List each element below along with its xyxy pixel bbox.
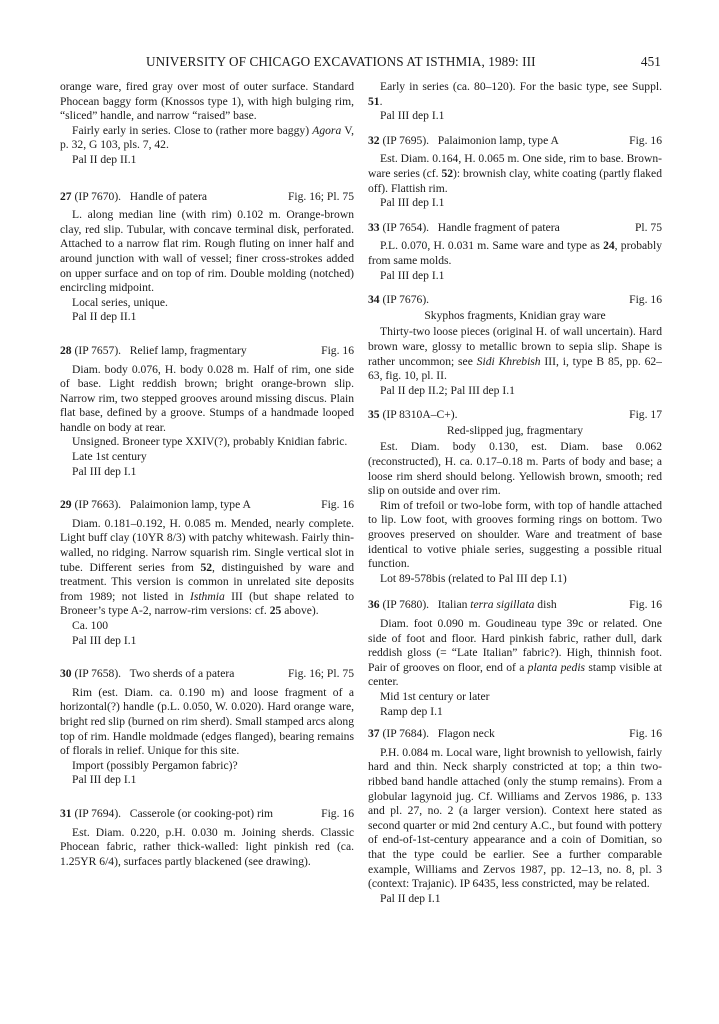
left-column: [60, 80, 354, 869]
entry-description: Diam. 0.181–0.192, H. 0.085 m. Mended, nearly complete. Light buff clay (10YR 8/3) with patchy whitewash. Fairly thin-walled, no ridging. Narrow squarish rim. Single vertical slot in tube. Different series from 52, distinguished by ware and treatment. This version is common in unrelated site deposits from 1989; not listed in Isthmia III (but shape related to Broneer’s type A-2, narrow-rim versions: cf. 25 above).: [60, 516, 354, 618]
page-number: 451: [640, 54, 661, 69]
running-header: [60, 54, 661, 72]
date-label: Mid 1st century or later: [380, 689, 490, 703]
entry-title: (IP 7695). Palaimonion lamp, type A: [382, 133, 559, 147]
entry-heading: [368, 408, 662, 423]
catalog-entry-33: [368, 221, 662, 283]
right-column: [368, 80, 662, 906]
entry-number: 32: [368, 133, 380, 147]
entry-comment: Early in series (ca. 80–120). For the basic type, see Suppl. 51.: [368, 80, 662, 108]
entry-title: (IP 7684). Flagon neck: [382, 727, 495, 741]
entry-number: 34: [368, 293, 380, 307]
deposit-label: Pal II dep II.1: [72, 152, 137, 166]
figure-reference: Fig. 16: [321, 498, 354, 512]
entry-number: 27: [60, 189, 72, 203]
entry-description: Diam. body 0.076, H. body 0.028 m. Half of rim, one side of base. Light reddish brown; bright orange-brown slip. Narrow rim, two stepped grooves around missing discus. Plain flat base, defined by a groove. Stumps of a handmade looped handle on body at rear.: [60, 362, 354, 434]
catalog-entry-37: [368, 727, 662, 906]
entry-title: (IP 7654). Handle fragment of patera: [382, 220, 560, 234]
entry-number: 35: [368, 408, 380, 422]
entry-heading: [60, 344, 354, 359]
entry-heading: [368, 598, 662, 613]
deposit-label: Lot 89-578bis (related to Pal III dep I.1): [380, 571, 567, 585]
entry-number: 30: [60, 667, 72, 681]
catalog-entry-29: [60, 498, 354, 648]
figure-reference: Fig. 16; Pl. 75: [287, 667, 354, 681]
entry-heading: [60, 190, 354, 205]
entry-heading: [368, 727, 662, 742]
deposit-label: Pal II dep I.1: [380, 891, 441, 905]
date-label: Late 1st century: [72, 450, 147, 464]
entry-heading: [60, 667, 354, 682]
entry-title: (IP 8310A–C+).: [382, 408, 458, 422]
deposit-label: Pal III dep I.1: [380, 109, 445, 123]
entry-heading: [60, 807, 354, 822]
catalog-entry-31: [60, 807, 354, 869]
entry-description: P.H. 0.084 m. Local ware, light brownish to yellowish, fairly hard and thin. Neck sharply constricted at top; a thin two-ribbed band handle attached (only the stump remains). From a globular lagynoid jug. Cf. Williams and Zervos 1986, p. 133 and pl. 27, no. 2 (a larger version). Context here stated as second quarter or mid 2nd century A.C., but found with pottery of end-of-1st-century appearance and a coin of Domitian, so that the type could be earlier. See a further comparable example, Williams and Zervos 1987, pp. 12–13, no. 8, pl. 3 (context: Trajanic). IP 6435, less constricted, may be related.: [368, 745, 662, 891]
entry-description: P.L. 0.070, H. 0.031 m. Same ware and type as 24, probably from same molds.: [368, 239, 662, 267]
entry-title: (IP 7680). Italian terra sigillata dish: [382, 598, 557, 612]
entry-comment: Import (possibly Pergamon fabric)?: [72, 758, 238, 772]
entry-description: Est. Diam. body 0.130, est. Diam. base 0.062 (reconstructed), H. ca. 0.17–0.18 m. Parts of body and base; a loose rim sherd should belong. Yellowish brown, smooth; red slip on outside and over rim.: [368, 440, 662, 498]
catalog-entry-27: [60, 190, 354, 325]
entry-description: Diam. foot 0.090 m. Goudineau type 39c or related. One side of foot and floor. Hard pinkish fabric, rather dull, dark reddish gloss (= “Late Italian” fabric?). High, thinnish foot. Pair of grooves on floor, end of a planta pedis stamp visible at center.: [368, 617, 662, 689]
entry-heading: [368, 134, 662, 149]
entry-number: 29: [60, 498, 72, 512]
figure-reference: Fig. 16: [321, 806, 354, 820]
running-title: UNIVERSITY OF CHICAGO EXCAVATIONS AT ISTHMIA, 1989: III: [146, 54, 536, 69]
entry-number: 33: [368, 220, 380, 234]
entry-heading: [60, 498, 354, 513]
entry-continued-left: [60, 80, 354, 168]
catalog-entry-34: [368, 293, 662, 398]
catalog-entry-36: [368, 598, 662, 719]
entry-subtitle: Skyphos fragments, Knidian gray ware: [424, 308, 606, 322]
entry-description: Est. Diam. 0.220, p.H. 0.030 m. Joining sherds. Classic Phocean fabric, rather thick-walled: light pinkish red (ca. 1.25YR 6/4), surfaces partly blackened (see drawing).: [60, 825, 354, 868]
entry-comment: Local series, unique.: [72, 295, 168, 309]
deposit-label: Pal II dep II.1: [72, 310, 137, 324]
entry-description: Rim (est. Diam. ca. 0.190 m) and loose fragment of a horizontal(?) handle (p.L. 0.050, W. 0.020). Hard orange ware, bright red slip (burned on rim sherd). Small stamped arcs along top of rim. Handle moldmade (edges flanged), bearing remains of florals in relief. Unique for this site.: [60, 685, 354, 758]
figure-reference: Fig. 16: [321, 343, 354, 357]
entry-number: 37: [368, 727, 380, 741]
date-label: Ca. 100: [72, 619, 109, 632]
deposit-label: Ramp dep I.1: [380, 704, 443, 718]
catalog-entry-30: [60, 667, 354, 788]
figure-reference: Fig. 16; Pl. 75: [287, 189, 354, 203]
deposit-label: Pal III dep I.1: [72, 773, 137, 787]
entry-description: L. along median line (with rim) 0.102 m. Orange-brown clay, red slip. Tubular, with concave terminal disk, perforated. Attached to a narrow flat rim. Rough fluting on inner half and around junction with wall of vessel; finer cross-strokes added on upper surface and on top of rim. Double molding (notched) encircling midpoint.: [60, 208, 354, 295]
entry-continued-right: [368, 80, 662, 124]
catalog-entry-35: [368, 408, 662, 586]
entry-title: (IP 7658). Two sherds of a patera: [74, 667, 235, 681]
entry-comment: Unsigned. Broneer type XXIV(?), probably Knidian fabric.: [72, 435, 348, 449]
entry-heading: [368, 293, 662, 308]
figure-reference: Fig. 16: [629, 133, 662, 147]
deposit-label: Pal III dep I.1: [380, 268, 445, 282]
catalog-entry-32: [368, 134, 662, 211]
entry-title: (IP 7657). Relief lamp, fragmentary: [74, 343, 247, 357]
deposit-label: Pal II dep II.2; Pal III dep I.1: [380, 383, 515, 397]
entry-description: Est. Diam. 0.164, H. 0.065 m. One side, rim to base. Brown-ware series (cf. 52): brownish clay, white coating (partly flaked off). Flattish rim.: [368, 152, 662, 195]
entry-subtitle: Red-slipped jug, fragmentary: [446, 423, 584, 437]
figure-reference: Fig. 16: [629, 727, 662, 741]
entry-description: Thirty-two loose pieces (original H. of wall uncertain). Hard brown ware, glossy to metallic brown to sepia slip. Shape is rather uncommon; see Sidi Khrebish III, i, type B 85, pp. 62–63, fig. 10, pl. II.: [368, 325, 662, 383]
deposit-label: Pal III dep I.1: [380, 196, 445, 210]
entry-title: (IP 7676).: [382, 293, 430, 307]
deposit-label: Pal III dep I.1: [72, 464, 137, 478]
entry-text: orange ware, fired gray over most of outer surface. Standard Phocean baggy form (Knossos type 1), with high bulging rim, “sliced” handle, and narrow “raised” base.: [60, 80, 354, 123]
entry-number: 36: [368, 598, 380, 612]
entry-title: (IP 7694). Casserole (or cooking-pot) rim: [74, 806, 274, 820]
entry-comment: Fairly early in series. Close to (rather more baggy) Agora V, p. 32, G 103, pls. 7, 42.: [60, 123, 354, 152]
deposit-label: Pal III dep I.1: [72, 633, 137, 647]
figure-reference: Fig. 16: [629, 598, 662, 612]
entry-title: (IP 7670). Handle of patera: [74, 189, 208, 203]
entry-heading: [368, 221, 662, 236]
figure-reference: Fig. 17: [629, 408, 662, 422]
catalog-entry-28: [60, 344, 354, 479]
entry-number: 28: [60, 343, 72, 357]
figure-reference: Fig. 16: [629, 293, 662, 307]
figure-reference: Pl. 75: [634, 220, 662, 234]
entry-comment: Rim of trefoil or two-lobe form, with top of handle attached to lip. Low foot, with grooves forming rings on bottom. Two grooves preserved on shoulder. Ware and treatment of base identical to votive phiale series, suggesting a possible ritual function.: [368, 498, 662, 571]
entry-title: (IP 7663). Palaimonion lamp, type A: [74, 498, 251, 512]
entry-number: 31: [60, 806, 72, 820]
